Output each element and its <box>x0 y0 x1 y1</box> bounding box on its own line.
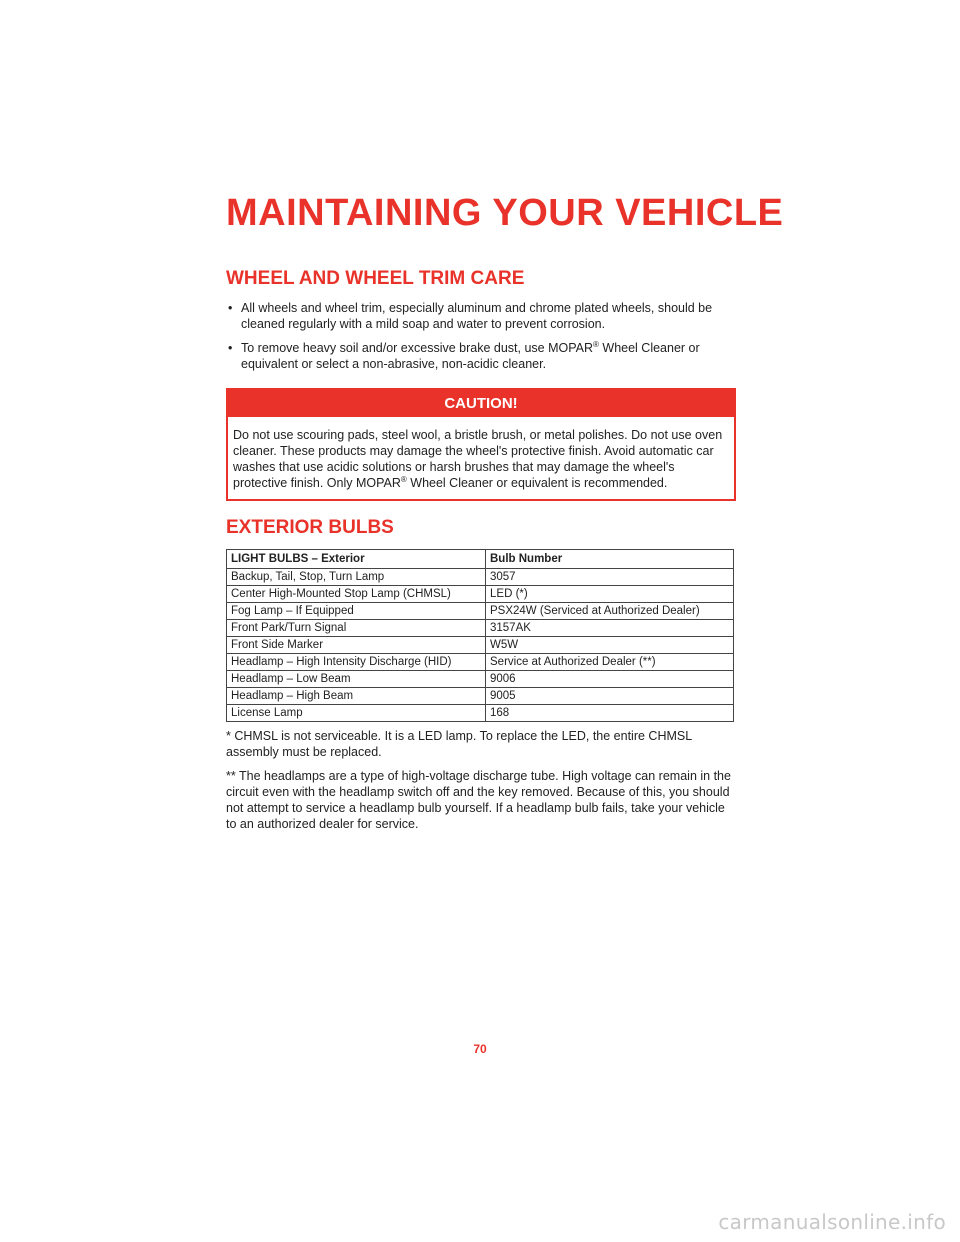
caution-title: CAUTION! <box>228 390 734 417</box>
column-header-light-bulbs: LIGHT BULBS – Exterior <box>227 550 486 569</box>
table-header-row <box>227 550 734 569</box>
table-row <box>227 671 734 688</box>
caution-text-body: Do not use scouring pads, steel wool, a bristle brush, or metal polishes. Do not use oven cleaner. These products may damage the wheel's protective finish. Avoid automatic car washes that use acidic solutions or harsh brushes that may damage the wheel's protective finish. Only MOPAR <box>233 428 723 490</box>
bulb-name-cell: Headlamp – Low Beam <box>227 671 486 688</box>
table-row <box>227 654 734 671</box>
bulb-name-cell: Fog Lamp – If Equipped <box>227 603 486 620</box>
registered-mark: ® <box>400 474 407 484</box>
page-content <box>226 268 736 832</box>
table-row <box>227 569 734 586</box>
bulbs-table <box>226 549 734 722</box>
bulb-number-cell: 3157AK <box>486 620 734 637</box>
bulb-name-cell: License Lamp <box>227 705 486 722</box>
table-row <box>227 688 734 705</box>
list-item <box>226 340 736 372</box>
bulb-name-cell: Headlamp – High Intensity Discharge (HID) <box>227 654 486 671</box>
bulb-number-cell: 9005 <box>486 688 734 705</box>
wheel-care-bullet-2-text-end: Wheel Cleaner or equivalent or select a non-abrasive, non-acidic cleaner. <box>241 341 700 371</box>
wheel-care-list <box>226 300 736 372</box>
table-row <box>227 603 734 620</box>
registered-mark: ® <box>593 339 599 349</box>
table-row <box>227 620 734 637</box>
watermark: carmanualsonline.info <box>718 1210 946 1234</box>
wheel-care-section <box>226 268 736 372</box>
bulb-name-cell: Front Side Marker <box>227 637 486 654</box>
bulb-name-cell: Backup, Tail, Stop, Turn Lamp <box>227 569 486 586</box>
caution-text <box>228 417 734 499</box>
column-header-bulb-number: Bulb Number <box>486 550 734 569</box>
caution-text-end: Wheel Cleaner or equivalent is recommended. <box>406 476 668 490</box>
wheel-care-bullet-1: All wheels and wheel trim, especially aluminum and chrome plated wheels, should be cleaned regularly with a mild soap and water to prevent corrosion. <box>241 301 713 331</box>
bulb-number-cell: Service at Authorized Dealer (**) <box>486 654 734 671</box>
bulb-number-cell: LED (*) <box>486 586 734 603</box>
chmsl-footnote: * CHMSL is not serviceable. It is a LED lamp. To replace the LED, the entire CHMSL assembly must be replaced. <box>226 729 692 759</box>
exterior-bulbs-section <box>226 517 736 832</box>
list-item <box>226 300 736 332</box>
bulb-number-cell: W5W <box>486 637 734 654</box>
bulb-name-cell: Center High-Mounted Stop Lamp (CHMSL) <box>227 586 486 603</box>
table-row <box>227 586 734 603</box>
headlamp-footnote: ** The headlamps are a type of high-voltage discharge tube. High voltage can remain in the circuit even with the headlamp switch off and the key removed. Because of this, you should not attempt to service a headlamp bulb yourself. If a headlamp bulb fails, take your vehicle to an authorized dealer for service. <box>226 769 731 831</box>
bulb-name-cell: Front Park/Turn Signal <box>227 620 486 637</box>
table-row <box>227 705 734 722</box>
exterior-bulbs-heading: EXTERIOR BULBS <box>226 517 394 538</box>
bulb-number-cell: 9006 <box>486 671 734 688</box>
bulb-number-cell: 168 <box>486 705 734 722</box>
bulb-number-cell: PSX24W (Serviced at Authorized Dealer) <box>486 603 734 620</box>
wheel-care-heading: WHEEL AND WHEEL TRIM CARE <box>226 268 525 289</box>
bulb-name-cell: Headlamp – High Beam <box>227 688 486 705</box>
wheel-care-bullet-2-text: To remove heavy soil and/or excessive brake dust, use MOPAR <box>241 341 594 355</box>
page-title: MAINTAINING YOUR VEHICLE <box>226 192 784 234</box>
caution-box <box>226 388 736 501</box>
bulb-number-cell: 3057 <box>486 569 734 586</box>
table-row <box>227 637 734 654</box>
page-number: 70 <box>473 1042 487 1056</box>
